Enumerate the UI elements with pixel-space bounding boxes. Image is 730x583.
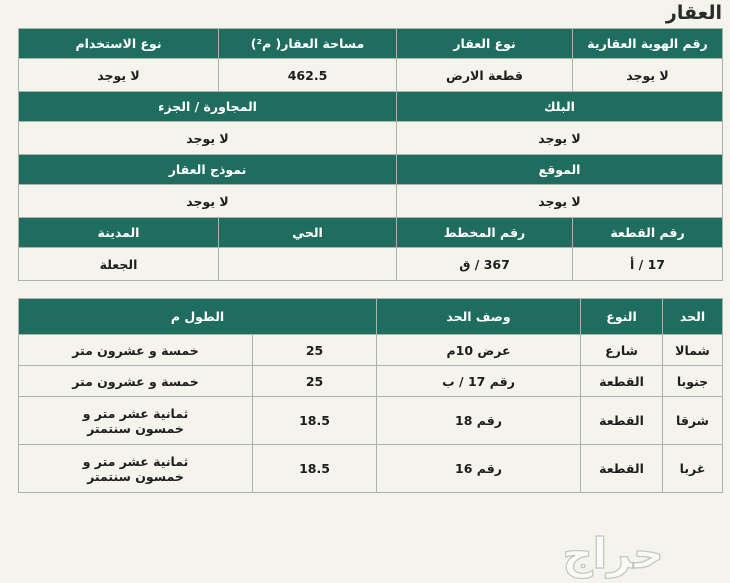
block-header-row (19, 92, 723, 122)
boundary-length: 25 (253, 366, 377, 397)
value-property-id: لا يوجد (573, 59, 723, 92)
boundary-length: 25 (253, 335, 377, 366)
header-boundary-description: وصف الحد (377, 299, 581, 335)
value-plot-number: 17 / أ (573, 248, 723, 281)
header-type: النوع (581, 299, 663, 335)
header-district: الحي (219, 218, 397, 248)
table-row (19, 445, 723, 493)
boundary-type: القطعة (581, 445, 663, 493)
header-location: الموقع (397, 155, 723, 185)
boundary-side: جنوبا (663, 366, 723, 397)
block-value-row (19, 122, 723, 155)
boundary-type: القطعة (581, 397, 663, 445)
property-value-row (19, 59, 723, 92)
boundary-type: شارع (581, 335, 663, 366)
boundary-length-text: خمسة و عشرون متر (19, 366, 253, 397)
value-city: الجعلة (19, 248, 219, 281)
header-property-area: مساحة العقار( م²) (219, 29, 397, 59)
boundaries-header-row (19, 299, 723, 335)
header-plan-number: رقم المخطط (397, 218, 573, 248)
header-property-id: رقم الهوية العقارية (573, 29, 723, 59)
property-info-table (18, 28, 723, 281)
page-title: العقار (665, 2, 722, 24)
value-property-type: قطعة الارض (397, 59, 573, 92)
boundary-description: عرض 10م (377, 335, 581, 366)
value-plan-number: 367 / ق (397, 248, 573, 281)
header-boundary: الحد (663, 299, 723, 335)
value-location: لا يوجد (397, 185, 723, 218)
value-neighborhood-part: لا يوجد (19, 122, 397, 155)
boundary-length: 18.5 (253, 445, 377, 493)
table-row (19, 335, 723, 366)
boundaries-table (18, 298, 723, 493)
value-block: لا يوجد (397, 122, 723, 155)
value-property-model: لا يوجد (19, 185, 397, 218)
header-length: الطول م (19, 299, 377, 335)
watermark-text: حراج (562, 529, 664, 578)
value-district (219, 248, 397, 281)
boundary-length-text: خمسة و عشرون متر (19, 335, 253, 366)
value-usage-type: لا يوجد (19, 59, 219, 92)
boundary-side: شرقا (663, 397, 723, 445)
header-usage-type: نوع الاستخدام (19, 29, 219, 59)
header-block: البلك (397, 92, 723, 122)
location-value-row (19, 185, 723, 218)
boundary-length-text: ثمانية عشر متر و خمسون سنتمتر (19, 397, 253, 445)
boundary-description: رقم 16 (377, 445, 581, 493)
header-property-type: نوع العقار (397, 29, 573, 59)
property-header-row (19, 29, 723, 59)
boundary-description: رقم 18 (377, 397, 581, 445)
header-plot-number: رقم القطعة (573, 218, 723, 248)
plot-value-row (19, 248, 723, 281)
boundary-length: 18.5 (253, 397, 377, 445)
boundary-type: القطعة (581, 366, 663, 397)
boundary-side: غربا (663, 445, 723, 493)
value-property-area: 462.5 (219, 59, 397, 92)
table-row (19, 366, 723, 397)
table-row (19, 397, 723, 445)
plot-header-row (19, 218, 723, 248)
header-city: المدينة (19, 218, 219, 248)
boundary-description: رقم 17 / ب (377, 366, 581, 397)
location-header-row (19, 155, 723, 185)
header-property-model: نموذج العقار (19, 155, 397, 185)
header-neighborhood-part: المجاورة / الجزء (19, 92, 397, 122)
boundary-length-text: ثمانية عشر متر و خمسون سنتمتر (19, 445, 253, 493)
boundary-side: شمالا (663, 335, 723, 366)
haraj-watermark (500, 528, 726, 580)
